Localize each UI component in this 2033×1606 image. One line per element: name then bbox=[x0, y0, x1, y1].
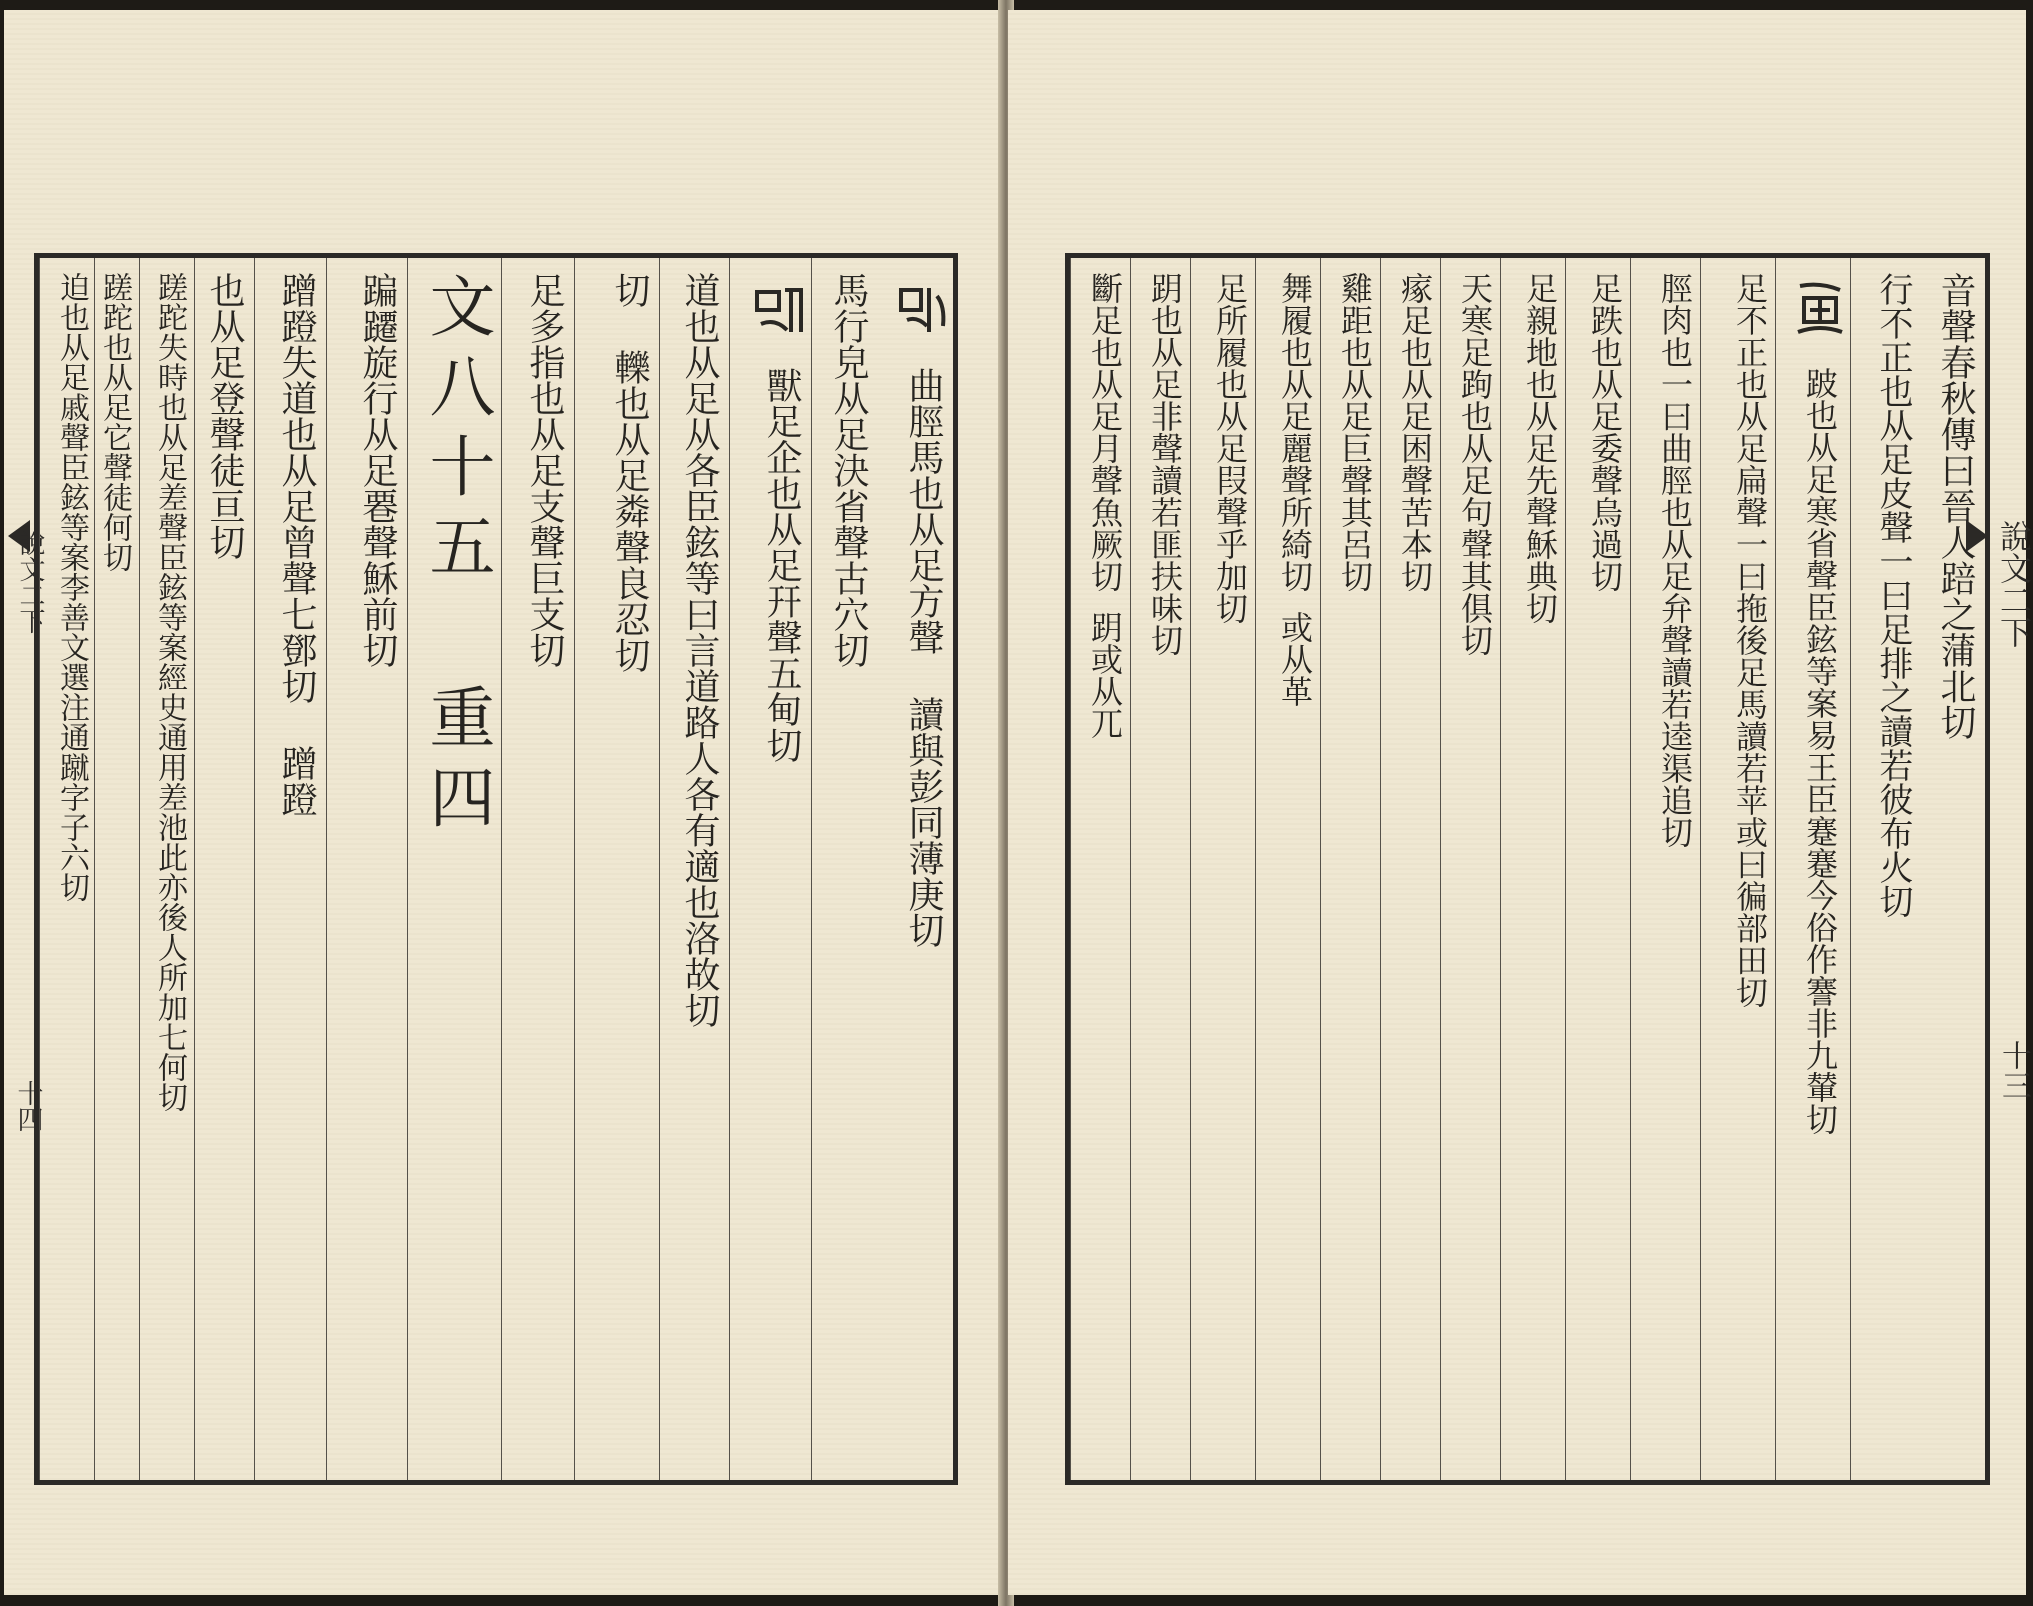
column-text: 足跌也从足委聲烏過切 bbox=[1586, 272, 1624, 592]
column-text: 迫也从足戚聲臣鉉等案李善文選注通蹴字子六切 bbox=[54, 272, 89, 902]
column-text: 獸足企也从足幵聲五甸切 bbox=[761, 367, 802, 763]
column-text: 跛也从足寒省聲臣鉉等案易王臣蹇蹇今俗作謇非九輦切 bbox=[1801, 367, 1839, 1135]
text-column bbox=[1920, 258, 1985, 1480]
column-text: 天寒足跔也从足句聲其俱切 bbox=[1456, 272, 1494, 656]
right-page bbox=[1008, 10, 2033, 1595]
right-page-number: 十三 bbox=[1996, 1040, 2031, 1100]
text-column bbox=[1850, 258, 1920, 1480]
text-column bbox=[1070, 258, 1130, 1480]
column-text: 跀也从足非聲讀若匪扶味切 bbox=[1146, 272, 1184, 656]
seal-character-icon bbox=[1790, 280, 1850, 340]
text-column bbox=[574, 258, 659, 1480]
column-text: 或从革 bbox=[1276, 611, 1314, 707]
text-column bbox=[1440, 258, 1500, 1480]
left-side-title: 說文二下 bbox=[15, 530, 45, 634]
character-count-heading: 文八十五 重四 bbox=[418, 272, 495, 843]
column-text: 切 轢也从足粦聲良忍切 bbox=[609, 272, 650, 673]
column-text: 足親地也从足先聲穌典切 bbox=[1521, 272, 1559, 624]
right-side-title: 說文二下 bbox=[1995, 520, 2033, 648]
text-column bbox=[1190, 258, 1255, 1480]
column-text: 足所履也从足叚聲乎加切 bbox=[1211, 272, 1249, 624]
text-column bbox=[194, 258, 254, 1480]
column-text: 音聲春秋傳曰晉人踣之蒲北切 bbox=[1935, 272, 1976, 740]
seal-character-icon bbox=[893, 280, 953, 340]
text-column bbox=[39, 258, 94, 1480]
text-column bbox=[1565, 258, 1630, 1480]
text-column bbox=[326, 258, 407, 1480]
text-column bbox=[1320, 258, 1380, 1480]
column-text: 斷足也从足月聲魚厥切 bbox=[1086, 272, 1124, 592]
text-column bbox=[1255, 258, 1320, 1480]
text-column bbox=[1130, 258, 1190, 1480]
column-text: 曲脛馬也从足方聲 讀與彭同薄庚切 bbox=[903, 367, 944, 948]
text-column bbox=[94, 258, 139, 1480]
text-column bbox=[139, 258, 194, 1480]
text-column bbox=[1500, 258, 1565, 1480]
column-text: 舞履也从足麗聲所綺切 bbox=[1276, 272, 1314, 592]
text-column bbox=[1775, 258, 1850, 1480]
text-column bbox=[1700, 258, 1775, 1480]
text-column bbox=[811, 258, 878, 1480]
column-text: 行不正也从足皮聲一曰足排之讀若彼布火切 bbox=[1873, 272, 1913, 918]
text-column bbox=[1630, 258, 1700, 1480]
column-text: 蹭蹬失道也从足曾聲七鄧切 蹭蹬 bbox=[276, 272, 317, 817]
left-page bbox=[4, 10, 1004, 1595]
column-text: 馬行皃从足決省聲古穴切 bbox=[828, 272, 869, 668]
text-column bbox=[1380, 258, 1440, 1480]
text-column bbox=[878, 258, 953, 1480]
column-text: 足不正也从足扁聲一曰拖後足馬讀若苹或曰徧部田切 bbox=[1731, 272, 1769, 1008]
text-column bbox=[501, 258, 574, 1480]
column-text: 蹉跎失時也从足差聲臣鉉等案經史通用差池此亦後人所加七何切 bbox=[152, 272, 187, 1112]
column-text: 道也从足从各臣鉉等曰言道路人各有適也洛故切 bbox=[679, 272, 720, 1028]
column-text: 雞距也从足巨聲其呂切 bbox=[1336, 272, 1374, 592]
column-text: 瘃足也从足困聲苦本切 bbox=[1396, 272, 1434, 592]
column-text: 蹁躚旋行从足䙴聲穌前切 bbox=[357, 272, 398, 668]
column-text: 脛肉也一曰曲脛也从足弁聲讀若逵渠追切 bbox=[1656, 272, 1694, 848]
seal-character-icon bbox=[751, 280, 811, 340]
column-text: 也从足登聲徒亘切 bbox=[204, 272, 245, 560]
left-page-number: 十四 bbox=[13, 1080, 43, 1132]
left-text-frame bbox=[34, 253, 958, 1485]
text-column bbox=[729, 258, 811, 1480]
text-column bbox=[254, 258, 326, 1480]
column-text: 蹉跎也从足它聲徒何切 bbox=[97, 272, 132, 572]
column-text: 跀或从兀 bbox=[1086, 611, 1124, 739]
column-text: 足多指也从足支聲巨支切 bbox=[524, 272, 565, 668]
fish-tail-mark-right bbox=[1966, 520, 1988, 552]
count-heading-column bbox=[407, 258, 501, 1480]
text-column bbox=[659, 258, 729, 1480]
right-text-frame bbox=[1065, 253, 1990, 1485]
